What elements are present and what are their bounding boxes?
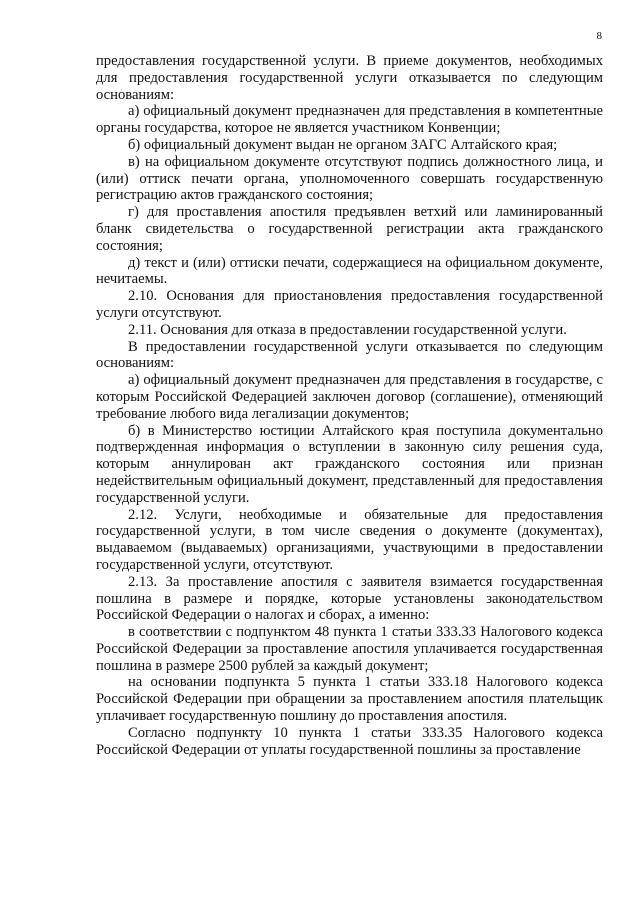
paragraph: Согласно подпункту 10 пункта 1 статьи 333.35 Налогового кодекса Российской Федерации от уплаты государственной пошлины за проставление xyxy=(96,724,603,758)
document-body xyxy=(96,53,603,758)
paragraph: предоставления государственной услуги. В приеме документов, необходимых для предоставления государственной услуги отказывается по следующим основаниям: xyxy=(96,53,603,103)
paragraph: б) в Министерство юстиции Алтайского края поступила документально подтвержденная информация о вступлении в законную силу решения суда, которым аннулирован акт гражданского состояния или признан недействительным официальный документ, представленный для предоставления государственной услуги. xyxy=(96,422,603,506)
paragraph: 2.12. Услуги, необходимые и обязательные для предоставления государственной услуги, в том числе сведения о документе (документах), выдаваемом (выдаваемых) организациями, участвующими в предоставлении государственной услуги, отсутствуют. xyxy=(96,506,603,573)
paragraph: а) официальный документ предназначен для представления в государстве, с которым Российской Федерацией заключен договор (соглашение), отменяющий требование любого вида легализации документов; xyxy=(96,372,603,422)
paragraph: 2.10. Основания для приостановления предоставления государственной услуги отсутствуют. xyxy=(96,288,603,321)
paragraph: в соответствии с подпунктом 48 пункта 1 статьи 333.33 Налогового кодекса Российской Федерации за проставление апостиля уплачивается государственная пошлина в размере 2500 рублей за каждый документ; xyxy=(96,624,603,674)
paragraph: 2.11. Основания для отказа в предоставлении государственной услуги. xyxy=(128,321,567,338)
paragraph: б) официальный документ выдан не органом ЗАГС Алтайского края; xyxy=(128,136,558,153)
paragraph: В предоставлении государственной услуги отказывается по следующим основаниям: xyxy=(96,338,603,372)
paragraph: д) текст и (или) оттиски печати, содержащиеся на официальном документе, нечитаемы. xyxy=(96,254,603,288)
paragraph: в) на официальном документе отсутствуют подпись должностного лица, и (или) оттиск печати органа, уполномоченного совершать государственную регистрацию актов гражданского состояния; xyxy=(96,153,603,204)
paragraph: а) официальный документ предназначен для представления в компетентные органы государства, которое не является участником Конвенции; xyxy=(96,103,603,137)
paragraph: г) для проставления апостиля предъявлен ветхий или ламинированный бланк свидетельства о государственной регистрации акта гражданского состояния; xyxy=(96,204,603,254)
paragraph: на основании подпункта 5 пункта 1 статьи 333.18 Налогового кодекса Российской Федерации при обращении за проставлением апостиля плательщик уплачивает государственную пошлину до проставления апостиля. xyxy=(96,674,603,725)
page-number: 8 xyxy=(596,30,602,42)
paragraph: 2.13. За проставление апостиля с заявителя взимается государственная пошлина в размере и порядке, которые установлены законодательством Российской Федерации о налогах и сборах, а именно: xyxy=(96,573,603,624)
